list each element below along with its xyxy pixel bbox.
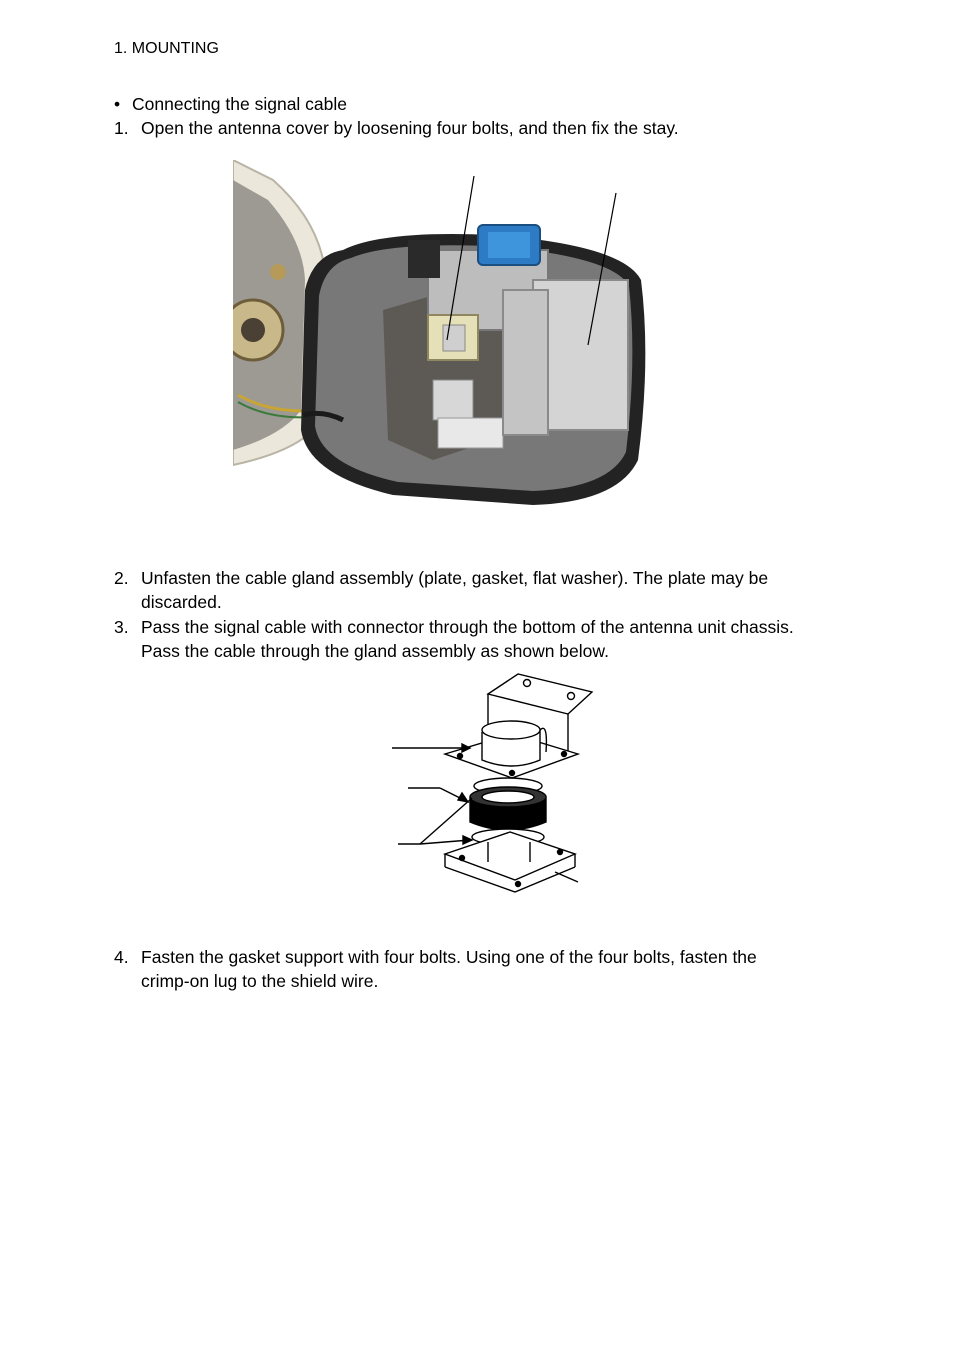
antenna-interior-photo (233, 160, 653, 512)
step-3-number: 3. (114, 617, 129, 637)
step-1-number: 1. (114, 118, 129, 138)
step-2-text-line2: discarded. (141, 592, 222, 612)
step-2-number: 2. (114, 568, 129, 588)
step-4 (114, 945, 854, 993)
step-1-text: Open the antenna cover by loosening four bolts, and then fix the stay. (141, 118, 679, 138)
bullet-text: Connecting the signal cable (132, 94, 348, 114)
step-2 (114, 566, 854, 614)
step-3-text-line2: Pass the cable through the gland assembly as shown below. (141, 641, 609, 661)
step-3-text-line1: Pass the signal cable with connector through the bottom of the antenna unit chassis. (141, 617, 794, 637)
step-4-text-line1: Fasten the gasket support with four bolts. Using one of the four bolts, fasten the (141, 947, 757, 967)
step-2-text-line1: Unfasten the cable gland assembly (plate, gasket, flat washer). The plate may be (141, 568, 769, 588)
step-1 (114, 116, 854, 140)
step-3 (114, 615, 854, 663)
bullet-symbol: • (114, 94, 121, 114)
bullet-item (114, 92, 854, 116)
step-4-text-line2: crimp-on lug to the shield wire. (141, 971, 379, 991)
gland-assembly-diagram (390, 672, 690, 902)
section-header: 1. MOUNTING (114, 40, 219, 57)
step-4-number: 4. (114, 947, 129, 967)
